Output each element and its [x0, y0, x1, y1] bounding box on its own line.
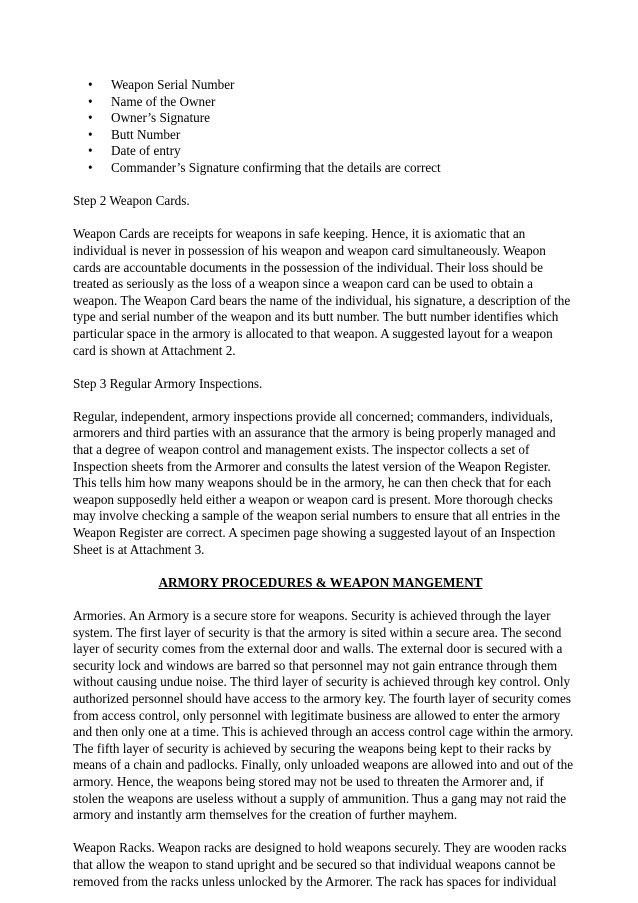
text-line: without causing undue noise. The third layer of security is achieved through key control. Only — [73, 674, 571, 690]
text-line: may involve checking a sample of the weapon serial numbers to ensure that all entries in the — [73, 508, 561, 524]
text-line: system. The first layer of security is that the armory is sited within a secure area. The second — [73, 624, 562, 640]
text-line: means of a chain and padlocks. Finally, only unloaded weapons are allowed into and out of the — [73, 757, 574, 773]
text-line: type and serial number of the weapon and its butt number. The butt number identifies which — [73, 309, 559, 325]
text-line: Weapon Racks. Weapon racks are designed to hold weapons securely. They are wooden racks — [73, 840, 567, 856]
step3-paragraph — [73, 409, 568, 558]
weapon-racks-paragraph — [73, 840, 568, 890]
text-line: treated as seriously as the loss of a weapon since a weapon card can be used to obtain a — [73, 276, 533, 292]
list-item: • Commander’s Signature confirming that the details are correct — [88, 159, 441, 175]
text-line: Inspection sheets from the Armorer and consults the latest version of the Weapon Register. — [73, 458, 551, 474]
bullet-icon: • — [88, 77, 93, 92]
text-line: weapon. The Weapon Card bears the name of the individual, his signature, a description of the — [73, 292, 571, 308]
text-line: armory. Hence, the weapons being stored may not be used to threaten the Armorer and, if — [73, 773, 544, 789]
document-page — [73, 77, 574, 890]
bullet-icon: • — [88, 110, 93, 126]
bullet-icon: • — [88, 93, 93, 109]
text-line: removed from the racks unless unlocked by the Armorer. The rack has spaces for individual — [73, 873, 557, 889]
text-line: individual is never in possession of his weapon and weapon card simultaneously. Weapon — [73, 242, 546, 258]
text-line: This tells him how many weapons should be in the armory, he can then check that for each — [73, 475, 552, 491]
bullet-icon: • — [88, 126, 93, 142]
text-line: Regular, independent, armory inspections provide all concerned; commanders, individuals, — [73, 408, 553, 424]
text-line: Weapon Register are correct. A specimen page showing a suggested layout of an Inspection — [73, 525, 556, 541]
text-line: Weapon Cards are receipts for weapons in safe keeping. Hence, it is axiomatic that an — [73, 226, 526, 242]
text-line: stolen the weapons are useless without a supply of ammunition. Thus a gang may not raid the — [73, 790, 567, 806]
text-line: layer of security comes from the external door and walls. The external door is secured with a — [73, 641, 563, 657]
step2-title: Step 2 Weapon Cards. — [73, 193, 190, 209]
bullet-icon: • — [88, 143, 93, 159]
text-line: and then only one at a time. This is achieved through an access control cage within the armory. — [73, 724, 574, 740]
text-line: that a degree of weapon control and management exists. The inspector collects a set of — [73, 442, 530, 458]
list-item: • Weapon Serial Number — [88, 77, 235, 92]
text-line: cards are accountable documents in the possession of the individual. Their loss should be — [73, 259, 544, 275]
text-line: armory and instantly arm themselves for the creation of further mayhem. — [73, 807, 458, 823]
text-line: Sheet is at Attachment 3. — [73, 541, 205, 557]
list-item: • Date of entry — [88, 143, 181, 159]
text-line: card is shown at Attachment 2. — [73, 342, 236, 358]
text-line: weapon supposedly held either a weapon or weapon card is present. More thorough checks — [73, 491, 553, 507]
bullet-icon: • — [88, 159, 93, 175]
step3-title: Step 3 Regular Armory Inspections. — [73, 375, 263, 391]
step2-paragraph — [73, 226, 571, 359]
text-line: particular space in the armory is allocated to that weapon. A suggested layout for a weapon — [73, 325, 553, 341]
text-line: that allow the weapon to stand upright and be secured so that individual weapons cannot be — [73, 856, 556, 872]
section-heading: ARMORY PROCEDURES & WEAPON MANGEMENT — [158, 574, 483, 590]
list-item: • Name of the Owner — [88, 93, 216, 109]
text-line: from access control, only personnel with legitimate business are allowed to enter the armory — [73, 707, 561, 723]
register-details-list — [73, 77, 568, 177]
armories-paragraph — [73, 608, 574, 824]
list-item: • Owner’s Signature — [88, 110, 211, 126]
list-item: • Butt Number — [88, 126, 181, 142]
text-line: armorers and third parties with an assurance that the armory is being properly managed and — [73, 425, 556, 441]
text-line: The fifth layer of security is achieved by securing the weapons being kept to their racks by — [73, 740, 552, 756]
text-line: security lock and windows are barred so that personnel may not gain entrance through them — [73, 657, 558, 673]
text-line: authorized personnel should have access to the armory key. The fourth layer of security comes — [73, 690, 572, 706]
text-line: Armories. An Armory is a secure store for weapons. Security is achieved through the layer — [73, 608, 551, 623]
